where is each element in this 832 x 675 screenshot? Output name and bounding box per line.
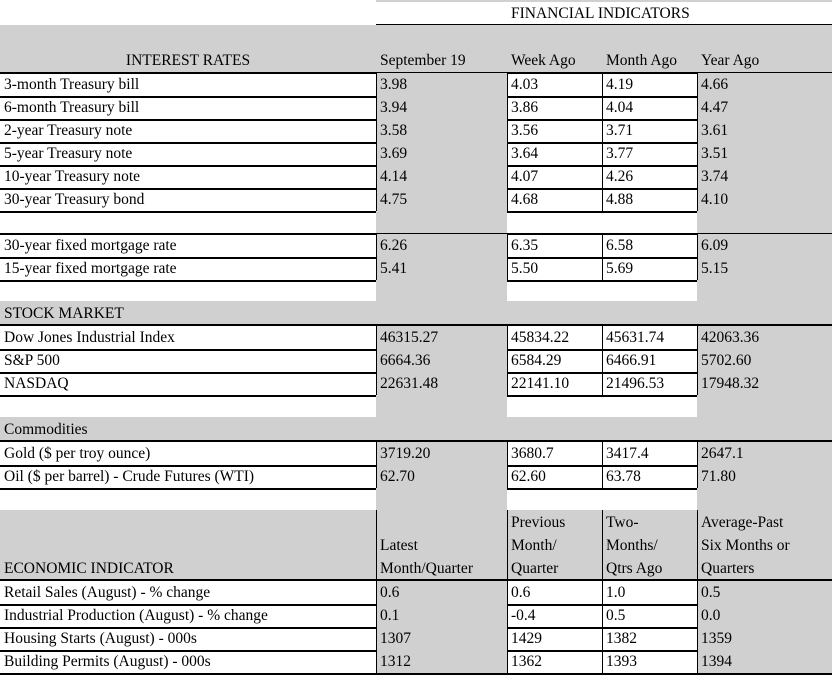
economic-indicator-header: ECONOMIC INDICATOR [0,557,376,580]
mortgage-row-2-value-1: 5.41 [376,257,507,280]
economic-row-3-value-2: 1429 [511,630,542,647]
mortgage-row-1-value-2: 6.35 [511,237,539,254]
treasury-row-4-value-2: 3.64 [511,145,539,162]
treasury-row-2-value-2: 3.86 [511,99,539,116]
column-border [507,510,508,674]
treasury-row-6-value-2: 4.68 [511,191,539,208]
column-border [376,442,377,488]
column-border [697,510,698,674]
economic-column-header-2-line-3: Quarter [511,560,559,577]
column-header-2: Week Ago [511,52,576,69]
commodities-header: Commodities [0,418,376,441]
economic-row-1-label: Retail Sales (August) - % change [4,584,211,601]
stock-row-2-label: S&P 500 [4,352,60,369]
mortgage-row-1-label: 30-year fixed mortgage rate [4,237,177,254]
economic-column-header-3-line-3: Qtrs Ago [606,560,663,577]
column-border [507,326,508,395]
economic-row-1-value-1: 0.6 [376,581,507,604]
economic-column-header-4-line-1: Average-Past [697,511,832,534]
gray-band [697,488,832,510]
mortgage-row-2-label: 15-year fixed mortgage rate [4,260,177,277]
column-border [602,73,603,211]
treasury-row-2-value-1: 3.94 [376,96,507,119]
treasury-row-2-value-3: 4.04 [606,99,634,116]
commodity-row-2-label: Oil ($ per barrel) - Crude Futures (WTI) [4,468,255,485]
stock-row-1-value-2: 45834.22 [511,329,570,346]
economic-row-4-value-1: 1312 [376,650,507,673]
commodity-row-1-value-2: 3680.7 [511,445,554,462]
economic-row-3-label: Housing Starts (August) - 000s [4,630,197,647]
treasury-row-1-value-1: 3.98 [376,73,507,96]
treasury-row-4-label: 5-year Treasury note [4,145,133,162]
stock-row-3-value-2: 22141.10 [511,375,570,392]
economic-row-1-value-3: 1.0 [606,584,626,601]
stock-row-1-value-1: 46315.27 [376,326,507,349]
column-border [507,442,508,488]
column-border [376,234,377,280]
commodity-row-2-value-4: 71.80 [697,465,832,488]
economic-row-3-value-3: 1382 [606,630,637,647]
column-border [507,234,508,280]
gray-band [376,211,507,234]
treasury-row-1-value-2: 4.03 [511,76,539,93]
stock-row-3-label: NASDAQ [4,375,69,392]
treasury-row-3-value-4: 3.61 [697,119,832,142]
gray-band [697,395,832,417]
interest-rates-header: INTEREST RATES [0,49,376,72]
treasury-row-1-value-4: 4.66 [697,73,832,96]
economic-row-1-value-2: 0.6 [511,584,531,601]
treasury-row-5-value-2: 4.07 [511,168,539,185]
economic-row-2-value-3: 0.5 [606,607,626,624]
economic-row-4-label: Building Permits (August) - 000s [4,653,211,670]
economic-column-header-1-line-2: Latest [376,534,507,557]
economic-column-header-3-line-1: Two- [606,514,639,531]
economic-row-3-value-1: 1307 [376,627,507,650]
treasury-row-6-value-3: 4.88 [606,191,634,208]
economic-column-header-4-line-2: Six Months or [697,534,832,557]
mortgage-row-2-value-4: 5.15 [697,257,832,280]
treasury-row-2-label: 6-month Treasury bill [4,99,140,116]
column-header-1: September 19 [376,49,507,72]
economic-column-header-1-line-3: Month/Quarter [376,557,507,580]
economic-column-header-2-line-2: Month/ [511,537,557,554]
commodity-row-2-value-2: 62.60 [511,468,546,485]
mortgage-row-1-value-4: 6.09 [697,234,832,257]
column-border [602,326,603,395]
mortgage-row-1-value-3: 6.58 [606,237,634,254]
gray-band [376,280,507,301]
column-border [697,234,698,280]
commodity-row-1-value-4: 2647.1 [697,442,832,465]
column-border [376,326,377,395]
economic-column-header-3-line-2: Months/ [606,537,658,554]
column-border [376,73,377,211]
commodity-row-1-value-3: 3417.4 [606,445,649,462]
treasury-row-1-value-3: 4.19 [606,76,634,93]
treasury-row-3-value-3: 3.71 [606,122,634,139]
column-border [376,510,377,674]
economic-column-header-2-line-1: Previous [511,514,566,531]
treasury-row-4-value-3: 3.77 [606,145,634,162]
stock-row-1-value-4: 42063.36 [697,326,832,349]
column-border [602,442,603,488]
treasury-row-5-value-3: 4.26 [606,168,634,185]
stock-row-1-value-3: 45631.74 [606,329,665,346]
treasury-row-3-value-2: 3.56 [511,122,539,139]
stock-row-1-label: Dow Jones Industrial Index [4,329,175,346]
stock-row-3-value-4: 17948.32 [697,372,832,395]
treasury-row-5-value-4: 3.74 [697,165,832,188]
column-border [507,73,508,211]
treasury-row-5-value-1: 4.14 [376,165,507,188]
stock-row-2-value-1: 6664.36 [376,349,507,372]
economic-row-1-value-4: 0.5 [697,581,832,604]
commodity-row-2-value-3: 63.78 [606,468,641,485]
column-header-3: Month Ago [606,52,678,69]
gray-band [376,395,507,417]
treasury-row-1-label: 3-month Treasury bill [4,76,140,93]
economic-row-4-value-2: 1362 [511,653,542,670]
economic-row-2-label: Industrial Production (August) - % change [4,607,268,624]
treasury-row-5-label: 10-year Treasury note [4,168,141,185]
commodity-row-1-value-1: 3719.20 [376,442,507,465]
economic-row-4-value-4: 1394 [697,650,832,673]
stock-market-header: STOCK MARKET [0,302,376,325]
column-border [697,326,698,395]
column-border [697,442,698,488]
treasury-row-6-value-4: 4.10 [697,188,832,211]
economic-row-2-value-4: 0.0 [697,604,832,627]
column-header-4: Year Ago [697,49,832,72]
treasury-row-4-value-4: 3.51 [697,142,832,165]
treasury-row-6-value-1: 4.75 [376,188,507,211]
treasury-row-3-label: 2-year Treasury note [4,122,133,139]
economic-row-3-value-4: 1359 [697,627,832,650]
economic-row-4-value-3: 1393 [606,653,637,670]
treasury-row-6-label: 30-year Treasury bond [4,191,145,208]
gray-band [697,280,832,301]
report-title: FINANCIAL INDICATORS [511,5,690,22]
commodity-row-2-value-1: 62.70 [376,465,507,488]
stock-row-2-value-2: 6584.29 [511,352,562,369]
treasury-row-2-value-4: 4.47 [697,96,832,119]
treasury-row-3-value-1: 3.58 [376,119,507,142]
column-border [602,234,603,280]
stock-row-2-value-3: 6466.91 [606,352,657,369]
mortgage-row-2-value-3: 5.69 [606,260,634,277]
economic-row-2-value-2: -0.4 [511,607,536,624]
stock-row-2-value-4: 5702.60 [697,349,832,372]
commodity-row-1-label: Gold ($ per troy ounce) [4,445,151,462]
gray-band [376,488,507,510]
economic-row-2-value-1: 0.1 [376,604,507,627]
stock-row-3-value-3: 21496.53 [606,375,665,392]
economic-column-header-4-line-3: Quarters [697,557,832,580]
gray-band [697,211,832,234]
stock-row-3-value-1: 22631.48 [376,372,507,395]
mortgage-row-2-value-2: 5.50 [511,260,539,277]
column-border [602,510,603,674]
mortgage-row-1-value-1: 6.26 [376,234,507,257]
column-border [697,73,698,211]
treasury-row-4-value-1: 3.69 [376,142,507,165]
